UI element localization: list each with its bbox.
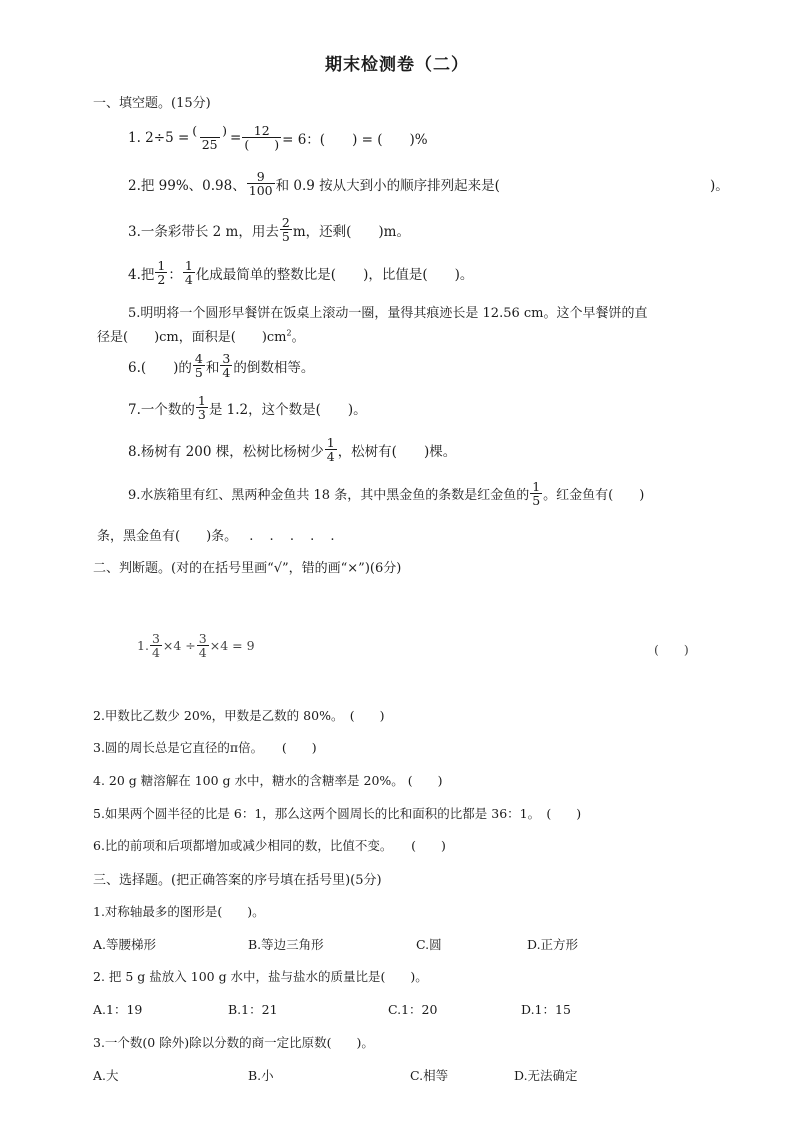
question-7: 7.一个数的 $\frac{1}{3}$ 是 1.2，这个数是( )。 — [128, 393, 367, 423]
choice-question-2: 2. 把 5 g 盐放入 100 g 水中，盐与盐水的质量比是( )。 — [93, 969, 428, 984]
choice-option-b[interactable]: B.1：21 — [228, 1002, 278, 1017]
choice-question-3: 3.一个数(0 除外)除以分数的商一定比原数( )。 — [93, 1035, 374, 1050]
question-4: 4.把 $\frac{1}{2}$ ： $\frac{1}{4}$ 化成最简单的整数比是( )，比值是( )。 — [128, 258, 474, 288]
fraction: $\frac{2}{5}$ — [281, 215, 290, 245]
section-heading-true-false: 二、判断题。(对的在括号里画“√”，错的画“×”)(6分) — [93, 561, 402, 576]
choice-option-c[interactable]: C.相等 — [410, 1068, 449, 1083]
fraction: $\frac{9}{100}$ — [248, 169, 273, 199]
judge-question-3: 3.圆的周长总是它直径的π倍。 ( ) — [93, 740, 317, 755]
fraction: $\frac{( )}{25}$ — [192, 123, 228, 153]
question-3: 3.一条彩带长 2 m，用去 $\frac{2}{5}$ m，还剩( )m。 — [128, 215, 410, 245]
choice-option-a[interactable]: A.大 — [93, 1068, 119, 1083]
choice-option-c[interactable]: C.圆 — [416, 937, 442, 952]
fraction: $\frac{1}{3}$ — [197, 393, 206, 423]
question-5-line-1: 5.明明将一个圆形早餐饼在饭桌上滚动一圈，量得其痕迹长是 12.56 cm。这个早餐饼的直 — [128, 306, 648, 321]
section-heading-multiple-choice: 三、选择题。(把正确答案的序号填在括号里)(5分) — [93, 873, 382, 888]
choice-option-a[interactable]: A.等腰梯形 — [93, 937, 157, 952]
fraction: $\frac{1}{2}$ — [157, 258, 166, 288]
question-9-line-2: 条，黑金鱼有( )条。 . . . . . — [97, 529, 341, 544]
choice-option-c[interactable]: C.1：20 — [388, 1002, 438, 1017]
choice-option-b[interactable]: B.小 — [248, 1068, 274, 1083]
choice-option-b[interactable]: B.等边三角形 — [248, 937, 324, 952]
judge-question-4: 4. 20 g 糖溶解在 100 g 水中，糖水的含糖率是 20%。 ( ) — [93, 773, 443, 788]
fraction: $\frac{4}{5}$ — [194, 351, 203, 381]
question-5-line-2: 径是( )cm，面积是( )$cm^2$。 — [97, 328, 305, 345]
choice-option-d[interactable]: D.正方形 — [527, 937, 579, 952]
fraction: $\frac{1}{4}$ — [326, 435, 335, 465]
fraction: $\frac{1}{5}$ — [532, 479, 541, 509]
question-2: 2.把 99%、0.98、 $\frac{9}{100}$ 和 0.9 按从大到小的顺序排列起来是( )。 — [128, 169, 729, 199]
choice-option-d[interactable]: D.1：15 — [521, 1002, 571, 1017]
question-9-line-1: 9.水族箱里有红、黑两种金鱼共 18 条，其中黑金鱼的条数是红金鱼的 $\frac{1}{5}$ 。红金鱼有( ) — [128, 479, 645, 509]
page-title: 期末检测卷（二） — [325, 55, 469, 75]
judge-question-2: 2.甲数比乙数少 20%，甲数是乙数的 80%。 ( ) — [93, 708, 385, 723]
fraction: $\frac{3}{4}$ — [198, 631, 207, 661]
fraction: $\frac{12}{( )}$ — [244, 123, 280, 153]
choice-question-1: 1.对称轴最多的图形是( )。 — [93, 904, 265, 919]
choice-option-a[interactable]: A.1：19 — [93, 1002, 143, 1017]
section-heading-fill-blank: 一、填空题。(15分) — [93, 96, 211, 111]
choice-option-d[interactable]: D.无法确定 — [514, 1068, 578, 1083]
fraction: $\frac{3}{4}$ — [151, 631, 160, 661]
question-8: 8.杨树有 200 棵，松树比杨树少 $\frac{1}{4}$ ，松树有( )棵。 — [128, 435, 457, 465]
question-1: 1. 2÷5 = $\frac{( )}{25}$ = $\frac{12}{( )}$ = 6：( ) = ( )% — [128, 123, 428, 153]
judge-question-1: 1. $\frac{3}{4}$ ×4 ÷ $\frac{3}{4}$ ×4 = 9 — [137, 631, 255, 661]
judge-question-5: 5.如果两个圆半径的比是 6：1，那么这两个圆周长的比和面积的比都是 36：1。 ( ) — [93, 806, 582, 821]
fraction: $\frac{3}{4}$ — [222, 351, 231, 381]
fraction: $\frac{1}{4}$ — [184, 258, 193, 288]
question-6: 6.( )的 $\frac{4}{5}$ 和 $\frac{3}{4}$ 的倒数相等。 — [128, 351, 315, 381]
judge-question-6: 6.比的前项和后项都增加或减少相同的数，比值不变。 ( ) — [93, 838, 446, 853]
answer-paren[interactable]: ( ) — [654, 642, 689, 657]
